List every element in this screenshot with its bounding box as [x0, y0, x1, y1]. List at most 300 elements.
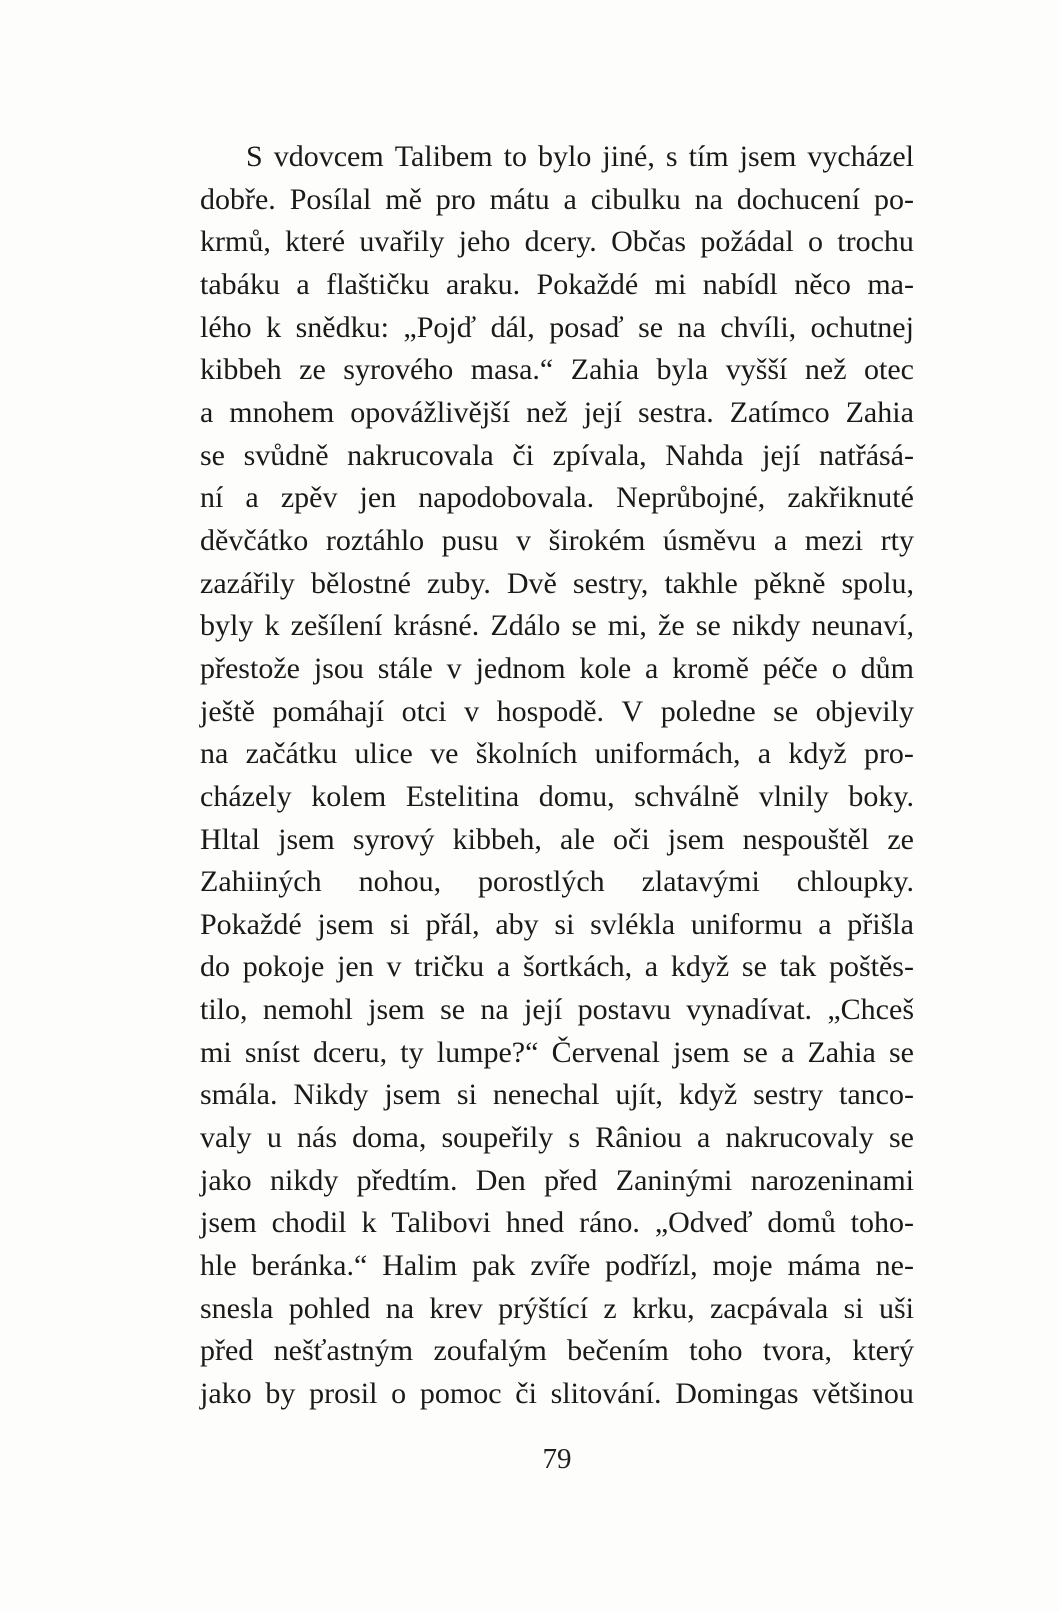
word: ulice: [354, 737, 413, 771]
word: přišla: [847, 907, 914, 941]
word: širokém: [548, 523, 646, 557]
word: Zahia: [807, 1035, 876, 1069]
paragraph-text: [200, 136, 914, 1416]
text-line: [200, 221, 914, 264]
word: požádal: [700, 225, 794, 259]
word: syrového: [343, 353, 454, 387]
text-line: [200, 691, 914, 734]
word: mi: [654, 267, 687, 301]
word: Červenal: [551, 1035, 660, 1069]
word: její: [762, 438, 801, 472]
word: v: [464, 694, 480, 728]
word: Pokaždé: [200, 907, 302, 941]
word: a: [757, 737, 772, 771]
word: lého: [200, 310, 252, 344]
word: jsem: [739, 140, 797, 173]
word: Zatímco: [729, 395, 830, 429]
word: a: [563, 182, 577, 216]
word: porostlých: [477, 865, 605, 899]
word: nenechal: [492, 1078, 600, 1112]
word: a: [296, 267, 310, 301]
word: toho: [689, 1334, 743, 1368]
word: domů: [767, 1206, 836, 1240]
word: ze: [299, 353, 326, 387]
page-number: 79: [542, 1443, 572, 1475]
word: pro: [435, 182, 476, 216]
word: zacpávala: [709, 1291, 829, 1325]
word: zuby.: [426, 566, 491, 600]
word: neunaví,: [811, 609, 914, 643]
word: jeho: [458, 225, 511, 259]
word: uvařily: [359, 225, 445, 259]
word: jsem: [667, 822, 725, 856]
word: uniformu: [690, 907, 803, 941]
word: se: [741, 950, 767, 984]
word: otci: [401, 694, 447, 728]
word: přál,: [425, 907, 480, 941]
word: když: [788, 737, 847, 771]
word: v: [516, 523, 532, 557]
word: rty: [880, 523, 914, 557]
word: Pokaždé: [536, 267, 639, 301]
word: které: [285, 225, 346, 259]
word: bečením: [567, 1334, 669, 1368]
word: chvíli,: [720, 310, 797, 344]
word: tvora,: [762, 1334, 832, 1368]
word: a: [644, 950, 659, 984]
word: mi,: [607, 609, 647, 643]
word: zvíře: [530, 1249, 591, 1283]
word: Râniou: [595, 1121, 682, 1155]
word: mi: [200, 1035, 232, 1069]
word: „Pojď: [403, 310, 477, 344]
word: kromě: [672, 651, 749, 685]
word: nakrucovala: [347, 438, 494, 472]
word: tím: [688, 140, 729, 173]
word: postavu: [577, 993, 671, 1027]
word: opovážlivější: [350, 395, 511, 429]
word: nabídl: [702, 267, 778, 301]
word: dceru,: [313, 1035, 388, 1069]
word: syrový: [352, 822, 435, 856]
word: do: [200, 950, 230, 984]
text-line: [200, 307, 914, 350]
word: u: [266, 1121, 282, 1155]
word: ale: [559, 822, 595, 856]
word: že: [658, 609, 685, 643]
text-line: [200, 989, 914, 1032]
word: jsem: [200, 1206, 257, 1240]
word: Zahia: [845, 395, 914, 429]
word: nemohl: [262, 993, 353, 1027]
word: to: [503, 140, 527, 173]
word: zazářily: [200, 566, 295, 600]
word: její: [583, 395, 623, 429]
word: před: [200, 1334, 254, 1368]
word: krmů,: [200, 225, 271, 259]
word: zpěv: [280, 481, 338, 515]
word: smála.: [200, 1078, 278, 1112]
word: tričku: [414, 950, 485, 984]
word: pohled: [288, 1291, 371, 1325]
word: ve: [430, 737, 459, 771]
word: ze: [887, 822, 914, 856]
word: k: [266, 310, 282, 344]
word: než: [526, 395, 568, 429]
word: než: [804, 353, 847, 387]
word: předtím.: [356, 1163, 458, 1197]
word: mátu: [489, 182, 550, 216]
word: trochu: [837, 225, 914, 259]
text-line: [200, 904, 914, 947]
word: posaď: [549, 310, 624, 344]
word: vdovcem: [273, 140, 384, 173]
word: Zahiiných: [200, 865, 322, 899]
word: pusu: [441, 523, 499, 557]
text-line: [200, 1245, 914, 1288]
word: toho-: [850, 1206, 914, 1240]
word: a: [200, 395, 214, 429]
word: si: [554, 907, 575, 941]
word: na: [677, 310, 706, 344]
word: z: [603, 1291, 617, 1325]
word: svlékla: [590, 907, 676, 941]
word: úsměvu: [662, 523, 757, 557]
text-line: [200, 861, 914, 904]
word: prosil: [309, 1377, 378, 1411]
word: Talibem: [394, 140, 493, 173]
word: k: [361, 1206, 377, 1240]
word: tanco-: [839, 1078, 914, 1112]
word: se: [695, 609, 721, 643]
word: svůdně: [243, 438, 329, 472]
word: Estelitina: [405, 779, 520, 813]
word: se: [638, 310, 664, 344]
text-line: [200, 563, 914, 606]
word: a: [773, 523, 788, 557]
word: jen: [359, 481, 397, 515]
word: zoufalým: [433, 1334, 547, 1368]
text-line: [200, 733, 914, 776]
word: školních: [475, 737, 578, 771]
word: krku,: [632, 1291, 695, 1325]
word: v: [446, 651, 462, 685]
word: prýštící: [498, 1291, 589, 1325]
word: zakřiknuté: [787, 481, 914, 515]
word: sestry,: [572, 566, 649, 600]
word: se: [742, 1035, 768, 1069]
word: si: [389, 907, 410, 941]
word: tak: [779, 950, 817, 984]
text-line: [200, 1032, 914, 1075]
word: její: [524, 993, 563, 1027]
word: jsem: [317, 907, 375, 941]
word: a: [496, 950, 511, 984]
word: s: [665, 140, 678, 173]
word: na: [385, 1291, 415, 1325]
word: moje: [712, 1249, 773, 1283]
word: si: [843, 1291, 864, 1325]
word: „Chceš: [827, 993, 914, 1027]
text-line: [200, 1330, 914, 1373]
text-line: [200, 1160, 914, 1203]
word: lumpe?“: [436, 1035, 539, 1069]
word: narozeninami: [750, 1163, 914, 1197]
text-line: [200, 1074, 914, 1117]
word: Nikdy: [293, 1078, 369, 1112]
word: nespouštěl: [742, 822, 870, 856]
word: máma: [787, 1249, 861, 1283]
word: stále: [377, 651, 433, 685]
word: tabáku: [200, 267, 280, 301]
word: ty: [400, 1035, 424, 1069]
word: Zdálo: [490, 609, 561, 643]
word: mnohem: [229, 395, 335, 429]
word: o: [831, 651, 847, 685]
text-line: [200, 1288, 914, 1331]
word: mezi: [804, 523, 864, 557]
word: hned: [505, 1206, 565, 1240]
word: krásné.: [393, 609, 480, 643]
word: byly: [200, 609, 254, 643]
word: a: [245, 481, 259, 515]
word: začátku: [245, 737, 338, 771]
text-line: [200, 136, 914, 179]
word: poštěs-: [828, 950, 914, 984]
word: uši: [878, 1291, 914, 1325]
word: jednom: [475, 651, 566, 685]
word: se: [200, 438, 225, 472]
word: hospodě.: [496, 694, 605, 728]
word: krev: [429, 1291, 483, 1325]
word: jsem: [368, 993, 425, 1027]
text-line: [200, 776, 914, 819]
word: jsem: [278, 822, 335, 856]
word: zpívala,: [552, 438, 647, 472]
word: flaštičku: [326, 267, 430, 301]
word: dál,: [490, 310, 535, 344]
word: s: [568, 1121, 581, 1155]
word: dům: [860, 651, 914, 685]
word: nikdy: [269, 1163, 339, 1197]
word: natřásá-: [819, 438, 914, 472]
word: něco: [794, 267, 851, 301]
word: uniformách,: [594, 737, 741, 771]
word: sestra.: [637, 395, 714, 429]
text-line: [200, 1373, 914, 1416]
word: tilo,: [200, 993, 248, 1027]
word: snědku:: [295, 310, 389, 344]
word: soupeřily: [441, 1121, 554, 1155]
word: jako: [200, 1163, 252, 1197]
word: na: [480, 993, 509, 1027]
word: podřízl,: [605, 1249, 698, 1283]
text-line: [200, 264, 914, 307]
text-line: [200, 605, 914, 648]
word: pokoje: [242, 950, 325, 984]
text-line: [200, 392, 914, 435]
word: péče: [762, 651, 818, 685]
word: či: [512, 438, 534, 472]
word: po-: [873, 182, 914, 216]
word: se: [888, 1035, 914, 1069]
word: pro-: [863, 737, 914, 771]
word: nohou,: [358, 865, 442, 899]
text-line: [200, 349, 914, 392]
word: bělostné: [310, 566, 411, 600]
text-line: [200, 477, 914, 520]
word: mě: [385, 182, 422, 216]
word: kibbeh,: [452, 822, 542, 856]
word: o: [807, 225, 823, 259]
word: boky.: [848, 779, 914, 813]
word: Halim: [382, 1249, 458, 1283]
word: cházely: [200, 779, 292, 813]
word: poledne: [660, 694, 756, 728]
word: jsem: [384, 1078, 441, 1112]
word: Dvě: [506, 566, 557, 600]
word: před: [544, 1163, 598, 1197]
text-line: [200, 179, 914, 222]
word: V: [621, 694, 644, 728]
word: se: [773, 694, 799, 728]
text-line: [200, 520, 914, 563]
word: o: [391, 1377, 407, 1411]
word: S: [246, 140, 263, 173]
word: vlnily: [758, 779, 829, 813]
word: ještě: [200, 694, 255, 728]
word: v: [386, 950, 402, 984]
word: se: [571, 609, 597, 643]
text-line: [200, 1202, 914, 1245]
word: se: [888, 1121, 914, 1155]
word: nakrucovaly: [725, 1121, 874, 1155]
word: když: [670, 950, 730, 984]
word: jiné,: [602, 140, 655, 173]
word: Neprůbojné,: [616, 481, 766, 515]
word: na: [694, 182, 723, 216]
word: jen: [337, 950, 374, 984]
word: nikdy: [731, 609, 801, 643]
word: otec: [864, 353, 914, 387]
word: pěkně: [753, 566, 826, 600]
word: ujít,: [615, 1078, 663, 1112]
text-line: [200, 1117, 914, 1160]
word: nešťastným: [273, 1334, 414, 1368]
word: a: [697, 1121, 711, 1155]
word: k: [264, 609, 280, 643]
text-line: [200, 819, 914, 862]
word: aby: [495, 907, 539, 941]
text-line: [200, 435, 914, 478]
word: Občas: [611, 225, 687, 259]
word: „Odveď: [654, 1206, 753, 1240]
word: zešílení: [290, 609, 383, 643]
word: hle: [200, 1249, 237, 1283]
word: byla: [656, 353, 709, 387]
word: roztáhlo: [325, 523, 425, 557]
word: Domingas: [675, 1377, 799, 1411]
word: bylo: [538, 140, 592, 173]
word: si: [456, 1078, 477, 1112]
word: kole: [579, 651, 632, 685]
word: spolu,: [841, 566, 914, 600]
word: který: [852, 1334, 914, 1368]
word: Zahia: [570, 353, 640, 387]
word: Posílal: [289, 182, 372, 216]
word: kolem: [311, 779, 387, 813]
word: dcery.: [524, 225, 597, 259]
word: napodobovala.: [418, 481, 595, 515]
word: doma,: [352, 1121, 427, 1155]
word: či: [515, 1377, 537, 1411]
word: araku.: [445, 267, 521, 301]
word: děvčátko: [200, 523, 309, 557]
word: masa.“: [470, 353, 554, 387]
word: Talibovi: [391, 1206, 491, 1240]
word: se: [440, 993, 466, 1027]
word: ráno.: [579, 1206, 640, 1240]
word: valy: [200, 1121, 252, 1155]
word: na: [200, 737, 229, 771]
word: sníst: [244, 1035, 300, 1069]
word: a: [781, 1035, 795, 1069]
word: vyšší: [725, 353, 788, 387]
word: pomáhají: [272, 694, 385, 728]
word: pak: [472, 1249, 516, 1283]
word: jsem: [673, 1035, 730, 1069]
word: když: [678, 1078, 738, 1112]
word: jako: [200, 1377, 252, 1411]
word: Nahda: [665, 438, 744, 472]
word: by: [265, 1377, 296, 1411]
word: zlatavými: [641, 865, 760, 899]
word: beránka.“: [251, 1249, 368, 1283]
word: objevily: [815, 694, 914, 728]
word: ma-: [867, 267, 914, 301]
word: kibbeh: [200, 353, 282, 387]
word: a: [645, 651, 659, 685]
word: sestry: [753, 1078, 824, 1112]
word: vycházel: [807, 140, 914, 173]
text-line: [200, 946, 914, 989]
word: a: [818, 907, 832, 941]
word: ochutnej: [810, 310, 914, 344]
word: oči: [613, 822, 650, 856]
word: takhle: [664, 566, 738, 600]
word: většinou: [812, 1377, 914, 1411]
word: snesla: [200, 1291, 274, 1325]
word: dobře.: [200, 182, 276, 216]
word: pomoc: [419, 1377, 502, 1411]
word: domu,: [538, 779, 615, 813]
word: ne-: [875, 1249, 914, 1283]
word: slitování.: [550, 1377, 662, 1411]
word: cibulku: [590, 182, 681, 216]
word: chodil: [271, 1206, 347, 1240]
word: chloupky.: [796, 865, 914, 899]
word: Hltal: [200, 822, 260, 856]
word: nás: [297, 1121, 337, 1155]
word: šortkách,: [522, 950, 633, 984]
word: jsou: [313, 651, 364, 685]
word: schválně: [634, 779, 740, 813]
word: přestože: [200, 651, 300, 685]
word: vynadívat.: [686, 993, 813, 1027]
word: dochucení: [736, 182, 861, 216]
text-line: [200, 648, 914, 691]
word: ní: [200, 481, 224, 515]
